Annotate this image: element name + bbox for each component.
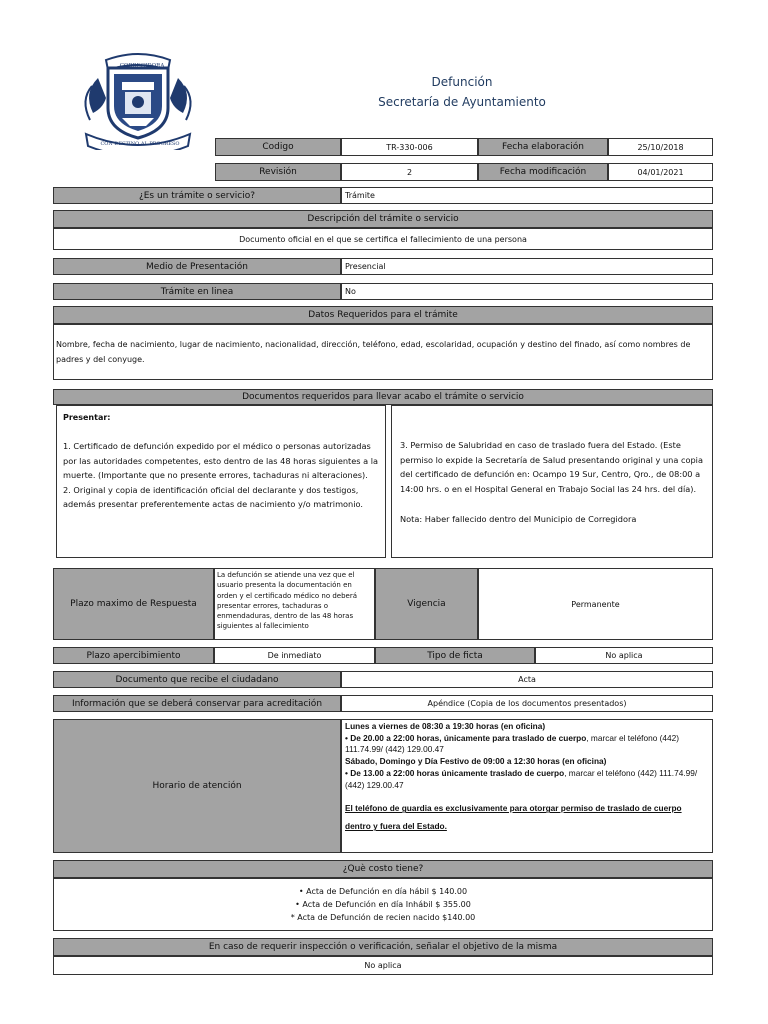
costo-item: * Acta de Defunción de recien nacido $140.00 bbox=[290, 913, 476, 922]
horario-nota-guardia-a: El teléfono de guardia es exclusivamente para otorgar permiso de traslado de cuerpo bbox=[345, 803, 682, 814]
logo-text-bottom: CON DESTINO AL PROGRESO bbox=[100, 141, 180, 147]
horario-lunes-viernes: Lunes a viernes de 08:30 a 19:30 horas (en oficina) bbox=[345, 721, 546, 731]
horario-traslado-fin-semana bbox=[345, 768, 709, 791]
horario-nota-guardia-b: dentro y fuera del Estado. bbox=[345, 821, 447, 832]
inspeccion-value: No aplica bbox=[53, 956, 713, 975]
horario-atencion-label: Horario de atención bbox=[53, 719, 341, 853]
tramite-servicio-label: ¿Es un trámite o servicio? bbox=[53, 187, 341, 204]
horario-traslado-fin-semana-telefono: , marcar el teléfono (442) 111.74.99/ (442) 129.00.47 bbox=[345, 767, 698, 790]
medio-presentacion-value: Presencial bbox=[341, 258, 713, 275]
costo-item: • Acta de Defunción en día Inhábil $ 355.00 bbox=[295, 900, 471, 909]
document-subtitle: Secretaría de Ayuntamiento bbox=[378, 95, 546, 109]
tipo-ficta-value: No aplica bbox=[535, 647, 713, 664]
municipal-seal-logo bbox=[78, 38, 198, 150]
horario-atencion-value bbox=[341, 719, 713, 853]
documento-recibe-value: Acta bbox=[341, 671, 713, 688]
fecha-modificacion-label: Fecha modificación bbox=[478, 163, 608, 181]
tramite-linea-value: No bbox=[341, 283, 713, 300]
costo-item: • Acta de Defunción en día hábil $ 140.00 bbox=[298, 887, 468, 896]
documentos-right-box bbox=[391, 405, 713, 558]
inspeccion-header: En caso de requerir inspección o verificación, señalar el objetivo de la misma bbox=[53, 938, 713, 956]
fecha-modificacion-value: 04/01/2021 bbox=[608, 163, 713, 181]
plazo-maximo-label: Plazo maximo de Respuesta bbox=[53, 568, 214, 640]
codigo-value: TR-330-006 bbox=[341, 138, 478, 156]
document-title: Defunción bbox=[431, 75, 493, 89]
horario-traslado-semana-telefono: , marcar el teléfono (442) 111.74.99/ (442) 129.00.47 bbox=[345, 732, 680, 755]
informacion-conservar-label: Información que se deberá conservar para acreditación bbox=[53, 695, 341, 712]
medio-presentacion-label: Medio de Presentación bbox=[53, 258, 341, 275]
presentar-label: Presentar: bbox=[63, 413, 111, 422]
horario-fin-semana: Sábado, Domingo y Día Festivo de 09:00 a 12:30 horas (en oficina) bbox=[345, 756, 607, 767]
costo-box bbox=[53, 878, 713, 931]
tramite-servicio-value: Trámite bbox=[341, 187, 713, 204]
informacion-conservar-value: Apéndice (Copia de los documentos presentados) bbox=[341, 695, 713, 712]
horario-traslado-fin-semana-bold: • De 13.00 a 22:00 horas únicamente traslado de cuerpo bbox=[345, 767, 565, 778]
revision-value: 2 bbox=[341, 163, 478, 181]
datos-requeridos-value: Nombre, fecha de nacimiento, lugar de nacimiento, nacionalidad, dirección, teléfono, edad, escolaridad, ocupación y destino del finado, así como nombres de padres y del conyuge. bbox=[53, 324, 713, 380]
revision-label: Revisión bbox=[215, 163, 341, 181]
documento-recibe-label: Documento que recibe el ciudadano bbox=[53, 671, 341, 688]
plazo-apercibimiento-label: Plazo apercibimiento bbox=[53, 647, 214, 664]
fecha-elaboracion-label: Fecha elaboración bbox=[478, 138, 608, 156]
tipo-ficta-label: Tipo de ficta bbox=[375, 647, 535, 664]
vigencia-value: Permanente bbox=[478, 568, 713, 640]
horario-traslado-semana-bold: • De 20.00 a 22:00 horas, únicamente para traslado de cuerpo bbox=[345, 732, 587, 743]
codigo-label: Codigo bbox=[215, 138, 341, 156]
horario-traslado-semana bbox=[345, 733, 709, 756]
documento-item-2: 2. Original y copia de identificación oficial del declarante y dos testigos, además presentar preferentemente actas de nacimiento y/o matrimonio. bbox=[63, 484, 363, 509]
datos-requeridos-header: Datos Requeridos para el trámite bbox=[53, 306, 713, 324]
vigencia-label: Vigencia bbox=[375, 568, 478, 640]
descripcion-value: Documento oficial en el que se certifica el fallecimiento de una persona bbox=[53, 228, 713, 250]
plazo-apercibimiento-value: De inmediato bbox=[214, 647, 375, 664]
fecha-elaboracion-value: 25/10/2018 bbox=[608, 138, 713, 156]
plazo-maximo-value: La defunción se atiende una vez que el usuario presenta la documentación en orden y el certificado médico no deberá presentar errores, tachaduras o enmendaduras, dentro de las 48 horas siguientes al fallecimiento bbox=[214, 568, 375, 640]
logo-text-top: CORREGIDORA bbox=[119, 63, 165, 69]
documento-nota: Nota: Haber fallecido dentro del Municipio de Corregidora bbox=[400, 514, 637, 524]
descripcion-header: Descripción del trámite o servicio bbox=[53, 210, 713, 228]
documentos-left-box bbox=[56, 405, 386, 558]
documento-item-3: 3. Permiso de Salubridad en caso de traslado fuera del Estado. (Este permiso lo expide la Secretaría de Salud presentando original y una copia del certificado de defunción en: Ocampo 19 Sur, Centro, Qro., de 08:00 a 14:00 hrs. o en el Hospital General en Trabajo Social las 24 hrs. del día). bbox=[400, 440, 703, 494]
costo-header: ¿Què costo tiene? bbox=[53, 860, 713, 878]
documentos-header: Documentos requeridos para llevar acabo el trámite o servicio bbox=[53, 389, 713, 405]
documento-item-1: 1. Certificado de defunción expedido por el médico o personas autorizadas por las autoridades competentes, esto dentro de las 48 horas siguientes a la muerte. (Importante que no presente errores, tachaduras ni alteraciones). bbox=[63, 441, 379, 480]
tramite-linea-label: Trámite en linea bbox=[53, 283, 341, 300]
